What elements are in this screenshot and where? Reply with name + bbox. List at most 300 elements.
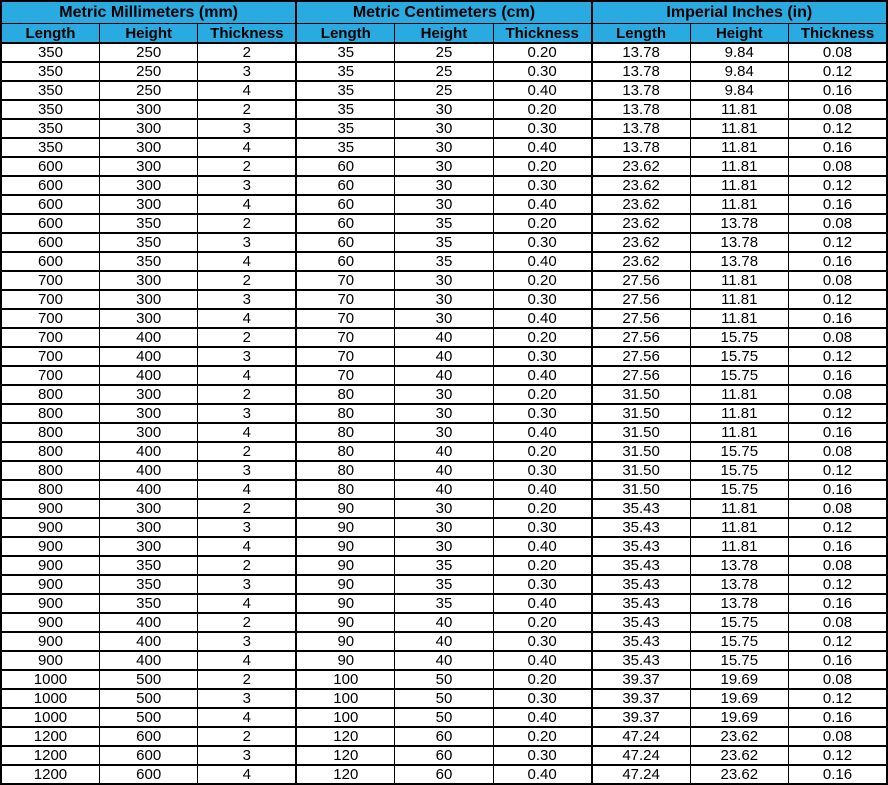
cell: 120: [296, 765, 394, 784]
cell: 25: [395, 81, 493, 100]
table-row: [1, 556, 887, 575]
cell: 0.08: [789, 214, 888, 233]
column-header-cm-thickness: Thickness: [493, 24, 591, 44]
cell: 0.12: [789, 689, 888, 708]
table-row: [1, 423, 887, 442]
cell: 11.81: [690, 271, 788, 290]
cell: 1000: [1, 708, 99, 727]
cell: 35.43: [592, 537, 690, 556]
cell: 2: [198, 556, 296, 575]
cell: 400: [99, 651, 197, 670]
cell: 700: [1, 328, 99, 347]
cell: 40: [395, 613, 493, 632]
table-row: [1, 575, 887, 594]
cell: 0.30: [493, 518, 591, 537]
cell: 0.30: [493, 290, 591, 309]
cell: 350: [1, 119, 99, 138]
table-row: [1, 43, 887, 62]
table-row: [1, 537, 887, 556]
cell: 27.56: [592, 309, 690, 328]
table-row: [1, 309, 887, 328]
cell: 0.30: [493, 689, 591, 708]
cell: 0.08: [789, 442, 888, 461]
cell: 0.12: [789, 290, 888, 309]
cell: 2: [198, 214, 296, 233]
column-header-in-length: Length: [592, 24, 690, 44]
cell: 350: [1, 62, 99, 81]
cell: 9.84: [690, 81, 788, 100]
cell: 2: [198, 43, 296, 62]
cell: 0.30: [493, 347, 591, 366]
cell: 100: [296, 708, 394, 727]
cell: 250: [99, 62, 197, 81]
cell: 35: [395, 575, 493, 594]
cell: 100: [296, 689, 394, 708]
cell: 35: [296, 81, 394, 100]
cell: 0.12: [789, 518, 888, 537]
table-row: [1, 689, 887, 708]
cell: 0.12: [789, 746, 888, 765]
cell: 0.12: [789, 62, 888, 81]
table-row: [1, 594, 887, 613]
cell: 31.50: [592, 442, 690, 461]
cell: 0.16: [789, 480, 888, 499]
cell: 4: [198, 651, 296, 670]
cell: 47.24: [592, 746, 690, 765]
cell: 900: [1, 575, 99, 594]
table-row: [1, 499, 887, 518]
cell: 90: [296, 632, 394, 651]
cell: 350: [1, 43, 99, 62]
cell: 500: [99, 689, 197, 708]
cell: 50: [395, 708, 493, 727]
cell: 400: [99, 442, 197, 461]
cell: 35.43: [592, 499, 690, 518]
cell: 400: [99, 461, 197, 480]
cell: 13.78: [690, 233, 788, 252]
cell: 80: [296, 480, 394, 499]
cell: 11.81: [690, 195, 788, 214]
cell: 300: [99, 100, 197, 119]
cell: 3: [198, 746, 296, 765]
cell: 70: [296, 347, 394, 366]
group-header-metric-cm: Metric Centimeters (cm): [296, 1, 591, 24]
cell: 800: [1, 442, 99, 461]
table-row: [1, 271, 887, 290]
cell: 400: [99, 347, 197, 366]
cell: 35.43: [592, 632, 690, 651]
column-header-mm-length: Length: [1, 24, 99, 44]
cell: 0.20: [493, 385, 591, 404]
cell: 300: [99, 404, 197, 423]
cell: 0.12: [789, 176, 888, 195]
cell: 0.12: [789, 575, 888, 594]
cell: 23.62: [592, 252, 690, 271]
cell: 35: [395, 556, 493, 575]
cell: 35.43: [592, 556, 690, 575]
cell: 13.78: [690, 594, 788, 613]
cell: 3: [198, 347, 296, 366]
cell: 2: [198, 727, 296, 746]
table-row: [1, 347, 887, 366]
cell: 350: [99, 575, 197, 594]
cell: 300: [99, 176, 197, 195]
cell: 23.62: [690, 746, 788, 765]
cell: 600: [1, 195, 99, 214]
table-row: [1, 290, 887, 309]
cell: 23.62: [592, 233, 690, 252]
cell: 3: [198, 461, 296, 480]
column-header-cm-height: Height: [395, 24, 493, 44]
cell: 30: [395, 404, 493, 423]
cell: 0.12: [789, 404, 888, 423]
cell: 0.16: [789, 651, 888, 670]
cell: 0.40: [493, 708, 591, 727]
table-row: [1, 442, 887, 461]
cell: 11.81: [690, 119, 788, 138]
cell: 30: [395, 271, 493, 290]
cell: 0.40: [493, 252, 591, 271]
cell: 60: [296, 233, 394, 252]
cell: 40: [395, 632, 493, 651]
cell: 0.20: [493, 613, 591, 632]
cell: 0.16: [789, 765, 888, 784]
cell: 350: [1, 81, 99, 100]
cell: 0.30: [493, 62, 591, 81]
cell: 300: [99, 195, 197, 214]
cell: 0.12: [789, 347, 888, 366]
cell: 15.75: [690, 347, 788, 366]
column-header-row: [1, 24, 887, 44]
table-row: [1, 746, 887, 765]
table-row: [1, 651, 887, 670]
cell: 70: [296, 328, 394, 347]
cell: 25: [395, 43, 493, 62]
cell: 900: [1, 632, 99, 651]
cell: 90: [296, 556, 394, 575]
cell: 600: [1, 233, 99, 252]
cell: 11.81: [690, 309, 788, 328]
cell: 2: [198, 271, 296, 290]
cell: 3: [198, 404, 296, 423]
table-row: [1, 765, 887, 784]
cell: 0.20: [493, 100, 591, 119]
cell: 30: [395, 119, 493, 138]
cell: 700: [1, 309, 99, 328]
cell: 35.43: [592, 518, 690, 537]
cell: 15.75: [690, 632, 788, 651]
cell: 70: [296, 271, 394, 290]
cell: 4: [198, 594, 296, 613]
cell: 15.75: [690, 328, 788, 347]
cell: 15.75: [690, 461, 788, 480]
cell: 0.40: [493, 765, 591, 784]
cell: 1000: [1, 689, 99, 708]
cell: 0.08: [789, 43, 888, 62]
cell: 60: [296, 195, 394, 214]
cell: 31.50: [592, 385, 690, 404]
cell: 0.16: [789, 252, 888, 271]
cell: 35.43: [592, 613, 690, 632]
cell: 0.40: [493, 537, 591, 556]
cell: 11.81: [690, 290, 788, 309]
cell: 11.81: [690, 404, 788, 423]
cell: 27.56: [592, 366, 690, 385]
cell: 0.16: [789, 537, 888, 556]
cell: 900: [1, 594, 99, 613]
cell: 47.24: [592, 727, 690, 746]
cell: 2: [198, 157, 296, 176]
cell: 2: [198, 328, 296, 347]
cell: 300: [99, 290, 197, 309]
table-row: [1, 252, 887, 271]
cell: 700: [1, 290, 99, 309]
cell: 800: [1, 423, 99, 442]
cell: 4: [198, 480, 296, 499]
cell: 900: [1, 651, 99, 670]
cell: 35: [395, 214, 493, 233]
cell: 0.08: [789, 157, 888, 176]
cell: 13.78: [592, 119, 690, 138]
cell: 60: [296, 176, 394, 195]
table-row: [1, 62, 887, 81]
cell: 4: [198, 195, 296, 214]
table-row: [1, 157, 887, 176]
cell: 13.78: [592, 43, 690, 62]
cell: 0.30: [493, 461, 591, 480]
cell: 3: [198, 233, 296, 252]
cell: 39.37: [592, 670, 690, 689]
cell: 400: [99, 366, 197, 385]
cell: 90: [296, 613, 394, 632]
table-row: [1, 233, 887, 252]
cell: 35: [395, 594, 493, 613]
cell: 0.08: [789, 727, 888, 746]
cell: 700: [1, 366, 99, 385]
cell: 31.50: [592, 480, 690, 499]
cell: 1000: [1, 670, 99, 689]
cell: 350: [99, 233, 197, 252]
cell: 1200: [1, 765, 99, 784]
cell: 80: [296, 404, 394, 423]
cell: 800: [1, 461, 99, 480]
cell: 13.78: [592, 138, 690, 157]
cell: 60: [296, 252, 394, 271]
cell: 800: [1, 385, 99, 404]
cell: 120: [296, 727, 394, 746]
cell: 0.40: [493, 594, 591, 613]
cell: 0.40: [493, 480, 591, 499]
cell: 27.56: [592, 271, 690, 290]
cell: 0.20: [493, 442, 591, 461]
cell: 0.16: [789, 138, 888, 157]
cell: 30: [395, 176, 493, 195]
table-row: [1, 385, 887, 404]
cell: 2: [198, 385, 296, 404]
cell: 3: [198, 632, 296, 651]
cell: 900: [1, 499, 99, 518]
cell: 0.16: [789, 708, 888, 727]
cell: 0.20: [493, 328, 591, 347]
cell: 0.20: [493, 556, 591, 575]
cell: 90: [296, 537, 394, 556]
cell: 90: [296, 499, 394, 518]
cell: 15.75: [690, 480, 788, 499]
table-row: [1, 214, 887, 233]
cell: 0.08: [789, 328, 888, 347]
cell: 19.69: [690, 689, 788, 708]
cell: 80: [296, 442, 394, 461]
cell: 50: [395, 689, 493, 708]
table-header: [1, 1, 887, 43]
cell: 40: [395, 347, 493, 366]
cell: 0.40: [493, 366, 591, 385]
cell: 0.08: [789, 385, 888, 404]
cell: 47.24: [592, 765, 690, 784]
cell: 11.81: [690, 423, 788, 442]
cell: 27.56: [592, 328, 690, 347]
table-row: [1, 366, 887, 385]
cell: 0.30: [493, 233, 591, 252]
cell: 90: [296, 575, 394, 594]
table-row: [1, 195, 887, 214]
cell: 300: [99, 385, 197, 404]
cell: 35.43: [592, 651, 690, 670]
cell: 900: [1, 537, 99, 556]
cell: 19.69: [690, 708, 788, 727]
cell: 15.75: [690, 613, 788, 632]
cell: 600: [99, 727, 197, 746]
cell: 13.78: [592, 81, 690, 100]
cell: 4: [198, 252, 296, 271]
cell: 0.20: [493, 271, 591, 290]
cell: 80: [296, 385, 394, 404]
group-header-metric-mm: Metric Millimeters (mm): [1, 1, 296, 24]
cell: 23.62: [592, 195, 690, 214]
cell: 0.30: [493, 575, 591, 594]
cell: 900: [1, 613, 99, 632]
cell: 600: [1, 252, 99, 271]
cell: 11.81: [690, 157, 788, 176]
cell: 35.43: [592, 594, 690, 613]
cell: 500: [99, 670, 197, 689]
cell: 900: [1, 518, 99, 537]
cell: 25: [395, 62, 493, 81]
cell: 50: [395, 670, 493, 689]
table-row: [1, 81, 887, 100]
cell: 40: [395, 651, 493, 670]
cell: 11.81: [690, 518, 788, 537]
cell: 4: [198, 765, 296, 784]
cell: 300: [99, 537, 197, 556]
cell: 100: [296, 670, 394, 689]
column-header-in-height: Height: [690, 24, 788, 44]
cell: 35: [296, 100, 394, 119]
cell: 400: [99, 328, 197, 347]
cell: 900: [1, 556, 99, 575]
cell: 80: [296, 423, 394, 442]
cell: 3: [198, 518, 296, 537]
table-row: [1, 480, 887, 499]
cell: 0.12: [789, 119, 888, 138]
cell: 300: [99, 309, 197, 328]
cell: 70: [296, 290, 394, 309]
cell: 60: [395, 727, 493, 746]
cell: 350: [99, 556, 197, 575]
cell: 13.78: [690, 252, 788, 271]
cell: 13.78: [690, 556, 788, 575]
cell: 90: [296, 651, 394, 670]
cell: 600: [99, 746, 197, 765]
cell: 13.78: [690, 575, 788, 594]
cell: 4: [198, 423, 296, 442]
cell: 0.20: [493, 214, 591, 233]
cell: 35.43: [592, 575, 690, 594]
cell: 250: [99, 81, 197, 100]
cell: 0.16: [789, 366, 888, 385]
table-row: [1, 518, 887, 537]
table-row: [1, 613, 887, 632]
cell: 0.16: [789, 423, 888, 442]
cell: 70: [296, 366, 394, 385]
cell: 0.16: [789, 195, 888, 214]
cell: 0.08: [789, 271, 888, 290]
table-row: [1, 461, 887, 480]
cell: 30: [395, 157, 493, 176]
cell: 0.12: [789, 632, 888, 651]
table-row: [1, 328, 887, 347]
cell: 60: [296, 214, 394, 233]
cell: 2: [198, 100, 296, 119]
cell: 30: [395, 290, 493, 309]
cell: 23.62: [690, 727, 788, 746]
cell: 1200: [1, 746, 99, 765]
cell: 35: [296, 119, 394, 138]
cell: 400: [99, 613, 197, 632]
cell: 0.20: [493, 157, 591, 176]
cell: 3: [198, 689, 296, 708]
cell: 0.08: [789, 613, 888, 632]
cell: 300: [99, 499, 197, 518]
cell: 0.20: [493, 499, 591, 518]
cell: 23.62: [592, 214, 690, 233]
group-header-row: [1, 1, 887, 24]
cell: 31.50: [592, 404, 690, 423]
cell: 23.62: [592, 157, 690, 176]
cell: 0.40: [493, 195, 591, 214]
cell: 3: [198, 119, 296, 138]
cell: 30: [395, 499, 493, 518]
cell: 0.08: [789, 670, 888, 689]
table-row: [1, 176, 887, 195]
cell: 0.12: [789, 461, 888, 480]
cell: 0.30: [493, 404, 591, 423]
cell: 3: [198, 176, 296, 195]
cell: 350: [1, 138, 99, 157]
cell: 11.81: [690, 537, 788, 556]
cell: 300: [99, 271, 197, 290]
cell: 15.75: [690, 651, 788, 670]
cell: 35: [296, 138, 394, 157]
cell: 350: [99, 252, 197, 271]
cell: 35: [296, 62, 394, 81]
cell: 0.20: [493, 43, 591, 62]
cell: 0.40: [493, 81, 591, 100]
cell: 0.16: [789, 594, 888, 613]
cell: 0.40: [493, 423, 591, 442]
cell: 800: [1, 404, 99, 423]
cell: 4: [198, 138, 296, 157]
